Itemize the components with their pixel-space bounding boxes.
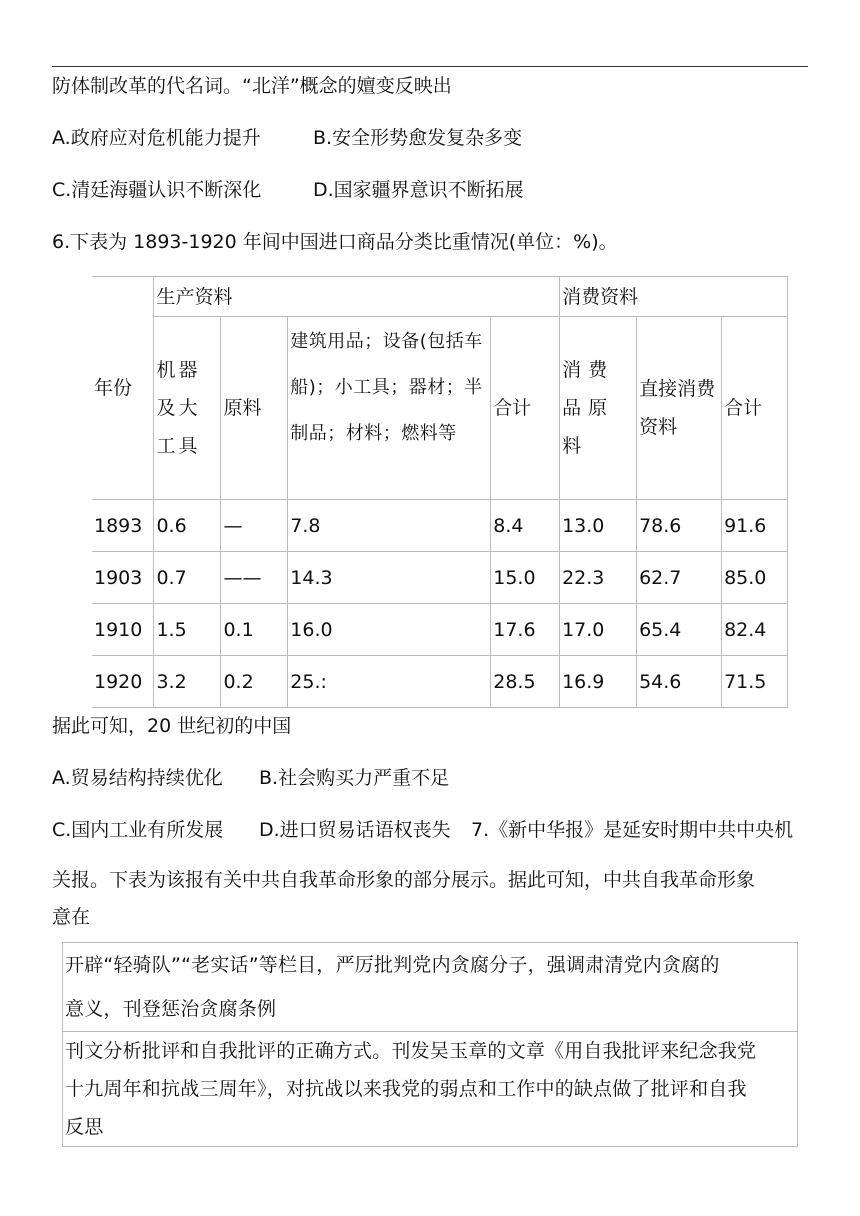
table-cell: 0.2 (221, 656, 288, 708)
table-cell: 28.5 (491, 656, 560, 708)
table-cell: 1903 (92, 552, 154, 604)
q7-row-2-line-1: 刊文分析批评和自我批评的正确方式。刊发吴玉章的文章《用自我批评来纪念我党 (65, 1040, 757, 1062)
header-direct-consumption (637, 317, 722, 500)
table-cell: 16.9 (560, 656, 637, 708)
header-production: 生产资料 (154, 277, 560, 317)
table-cell: 0.6 (154, 500, 221, 552)
header-year: 年份 (92, 277, 154, 500)
table-cell: 17.6 (491, 604, 560, 656)
q5-option-d: D.国家疆界意识不断拓展 (313, 179, 524, 201)
header-building-supplies: 建筑用品；设备(包括车船)；小工具；器材；半制品；材料；燃料等 (288, 317, 491, 500)
table-cell: 17.0 (560, 604, 637, 656)
top-rule (52, 66, 808, 67)
table-cell: 1893 (92, 500, 154, 552)
table-cell: 91.6 (722, 500, 788, 552)
table-cell: 1.5 (154, 604, 221, 656)
q7-newspaper-table (62, 942, 798, 1147)
table-cell: 13.0 (560, 500, 637, 552)
q7-row-1-line-1: 开辟“轻骑队”“老实话”等栏目，严厉批判党内贪腐分子，强调肃清党内贪腐的 (65, 954, 720, 976)
q7-stem-end: 意在 (52, 906, 91, 928)
q7-row-2 (63, 1032, 798, 1147)
table-cell: 54.6 (637, 656, 722, 708)
q6-import-table (92, 276, 788, 708)
table-cell: 0.1 (221, 604, 288, 656)
q7-row-2-line-2: 十九周年和抗战三周年》，对抗战以来我党的弱点和工作中的缺点做了批评和自我 (65, 1078, 747, 1100)
table-cell: 15.0 (491, 552, 560, 604)
q7-row-1 (63, 943, 798, 1032)
table-cell: 85.0 (722, 552, 788, 604)
q7-row-2-line-3: 反思 (65, 1116, 104, 1138)
table-cell: 3.2 (154, 656, 221, 708)
q7-stem-continued: 关报。下表为该报有关中共自我革命形象的部分展示。据此可知，中共自我革命形象 (52, 869, 756, 891)
header-consumer-raw-label: 消费品原料 (562, 359, 615, 457)
table-cell: 25.: (288, 656, 491, 708)
q6-option-c: C.国内工业有所发展 (52, 819, 224, 841)
header-consumption: 消费资料 (560, 277, 788, 317)
table-cell: 22.3 (560, 552, 637, 604)
q6-conclusion: 据此可知，20 世纪初的中国 (52, 715, 292, 737)
header-subtotal-production: 合计 (491, 317, 560, 500)
table-cell: 62.7 (637, 552, 722, 604)
table-cell: 16.0 (288, 604, 491, 656)
q6-stem: 6.下表为 1893-1920 年间中国进口商品分类比重情况(单位：%)。 (52, 231, 618, 253)
table-cell: 0.7 (154, 552, 221, 604)
q6-option-a: A.贸易结构持续优化 (52, 767, 223, 789)
table-cell: 1920 (92, 656, 154, 708)
table-cell: 71.5 (722, 656, 788, 708)
q7-row-1-line-2: 意义，刊登惩治贪腐条例 (65, 998, 277, 1020)
header-machinery-label: 机器及大工具 (156, 359, 201, 457)
table-cell: 14.3 (288, 552, 491, 604)
q5-option-b: B.安全形势愈发复杂多变 (313, 127, 523, 149)
header-direct-consumption-label: 直接消费资料 (639, 378, 716, 438)
q6-option-b: B.社会购买力严重不足 (259, 767, 450, 789)
q5-option-c: C.清廷海疆认识不断深化 (52, 179, 262, 201)
table-cell: 8.4 (491, 500, 560, 552)
header-subtotal-consumption: 合计 (722, 317, 788, 500)
table-cell: —— (221, 552, 288, 604)
header-raw-materials: 原料 (221, 317, 288, 500)
intro-text: 防体制改革的代名词。“北洋”概念的嬗变反映出 (52, 75, 452, 97)
table-cell: 65.4 (637, 604, 722, 656)
header-consumer-raw (560, 317, 637, 500)
table-cell: — (221, 500, 288, 552)
header-machinery (154, 317, 221, 500)
table-cell: 82.4 (722, 604, 788, 656)
table-cell: 1910 (92, 604, 154, 656)
q5-option-a: A.政府应对危机能力提升 (52, 127, 261, 149)
table-cell: 78.6 (637, 500, 722, 552)
table-cell: 7.8 (288, 500, 491, 552)
q6-option-d: D.进口贸易话语权丧失 (259, 819, 451, 841)
q7-stem-start: 7.《新中华报》是延安时期中共中央机 (471, 819, 794, 841)
